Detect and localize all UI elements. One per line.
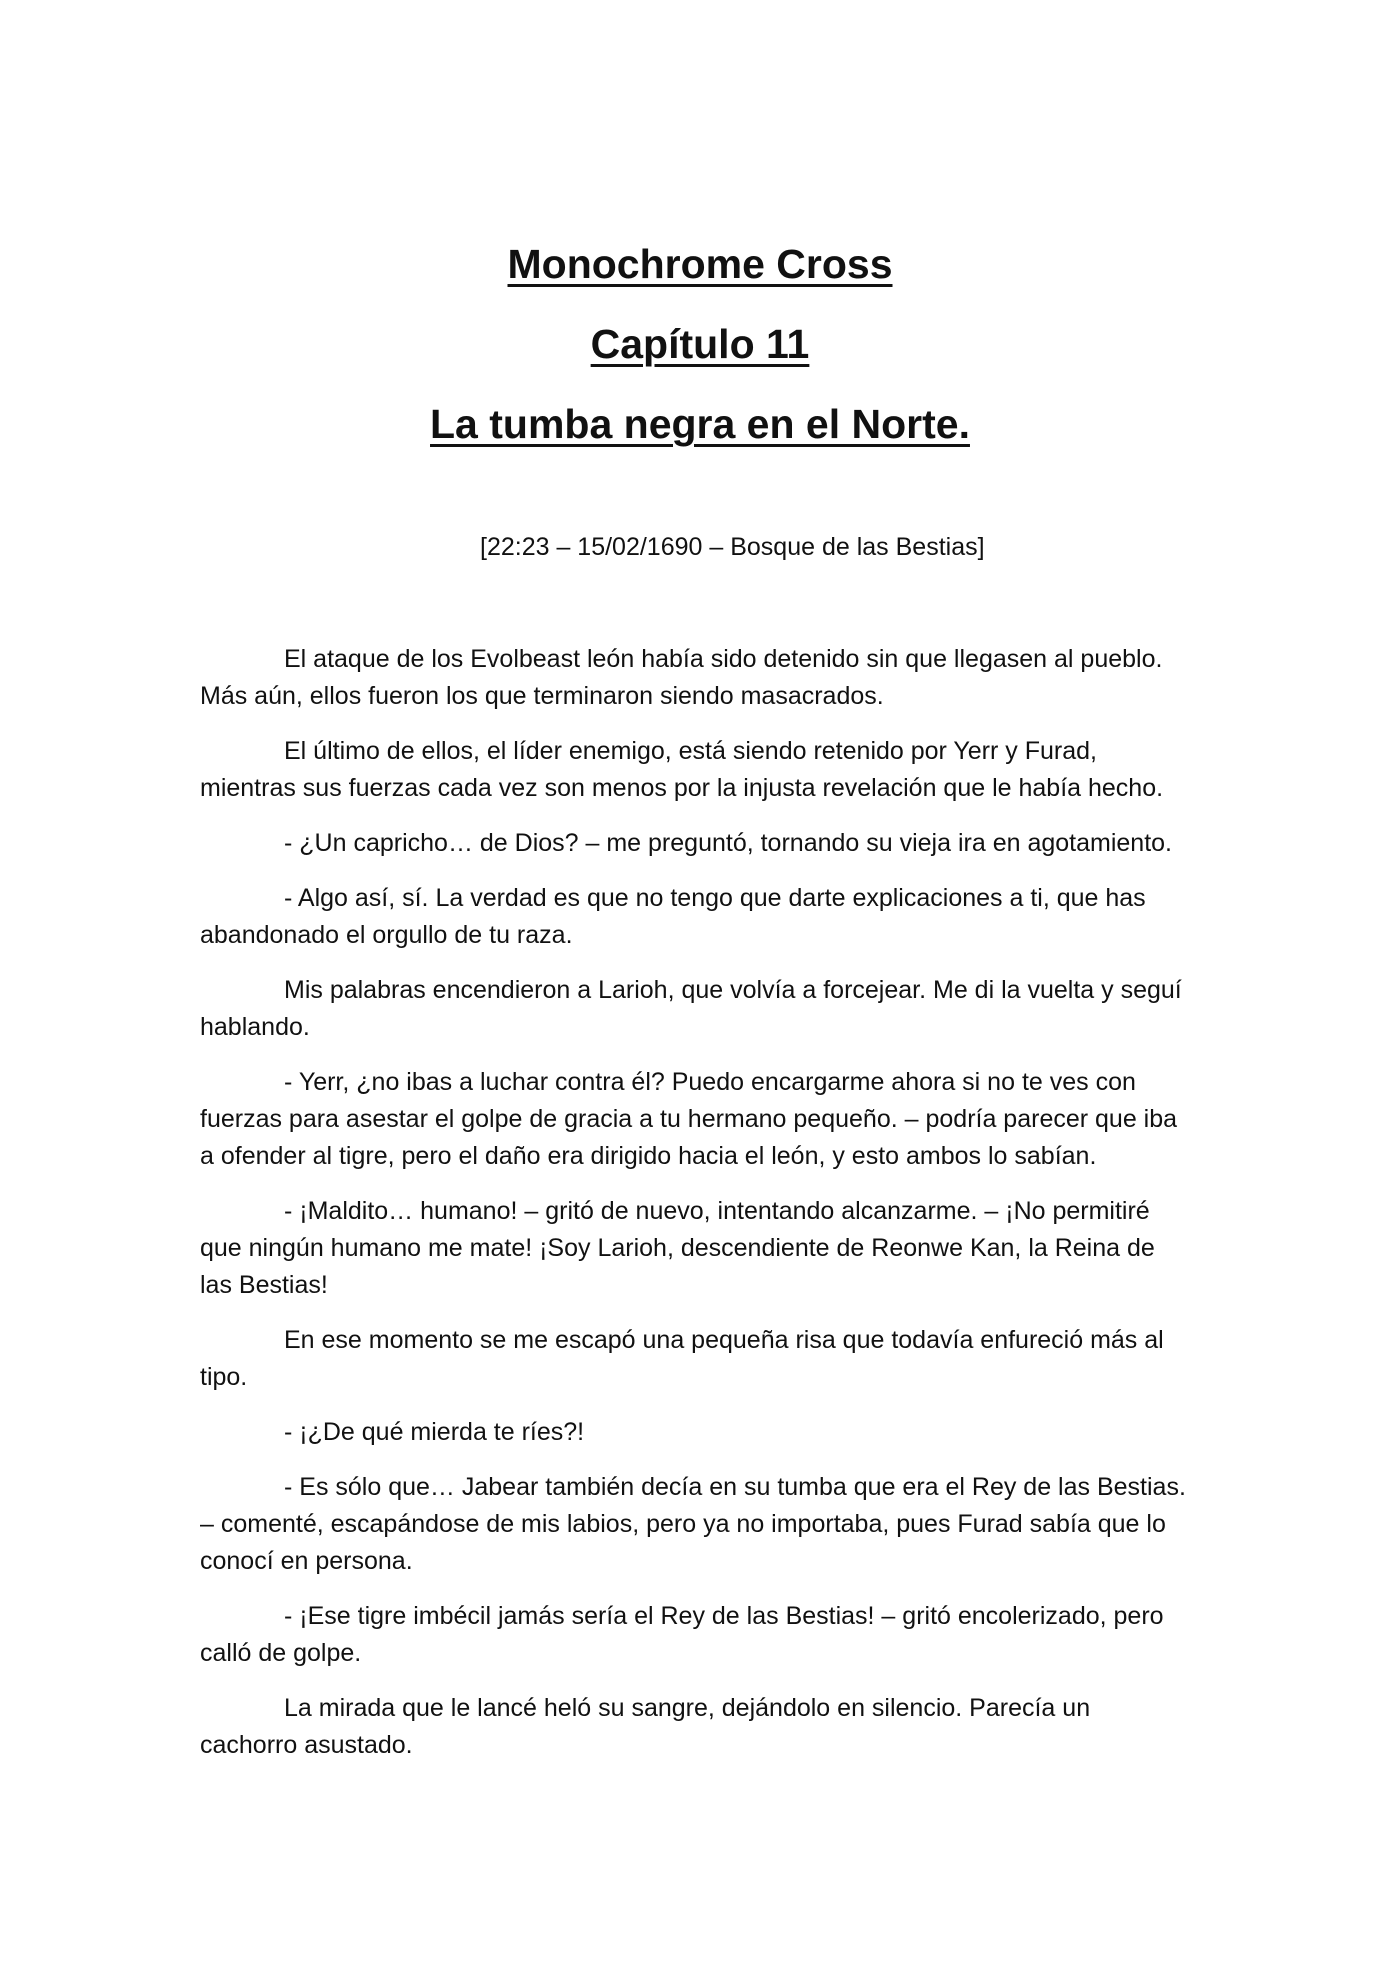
paragraph: Mis palabras encendieron a Larioh, que volvía a forcejear. Me di la vuelta y seguí hablando. [200,976,1182,1041]
paragraph: El último de ellos, el líder enemigo, está siendo retenido por Yerr y Furad, mientras sus fuerzas cada vez son menos por la injusta revelación que le había hecho. [200,737,1164,802]
body-text [200,641,1190,1782]
title-block [0,224,1400,464]
paragraph: El ataque de los Evolbeast león había sido detenido sin que llegasen al pueblo. Más aún, ellos fueron los que terminaron siendo masacrados. [200,645,1163,710]
paragraph-split-line2: tipo. [200,1363,248,1391]
paragraph: - Yerr, ¿no ibas a luchar contra él? Puedo encargarme ahora si no te ves con fuerzas para asestar el golpe de gracia a tu hermano pequeño. – podría parecer que iba a ofender al tigre, pero el daño era dirigido hacia el león, y esto ambos lo sabían. [200,1068,1178,1170]
book-title: Monochrome Cross [507,241,893,287]
chapter-number: Capítulo 11 [590,321,810,367]
paragraph: - Algo así, sí. La verdad es que no tengo que darte explicaciones a ti, que has abandonado el orgullo de tu raza. [200,884,1146,949]
paragraph: - ¡Ese tigre imbécil jamás sería el Rey de las Bestias! – gritó encolerizado, pero calló de golpe. [200,1602,1164,1667]
paragraph: - Es sólo que… Jabear también decía en su tumba que era el Rey de las Bestias. – comenté, escapándose de mis labios, pero ya no importaba, pues Furad sabía que lo conocí en persona. [200,1473,1186,1575]
paragraph: - ¿Un capricho… de Dios? – me preguntó, tornando su vieja ira en agotamiento. [284,829,1172,857]
paragraph: - ¡Maldito… humano! – gritó de nuevo, intentando alcanzarme. – ¡No permitiré que ningún humano me mate! ¡Soy Larioh, descendiente de Reonwe Kan, la Reina de las Bestias! [200,1197,1155,1299]
chapter-title: La tumba negra en el Norte. [430,401,970,447]
scene-header: [22:23 – 15/02/1690 – Bosque de las Bestias] [480,533,985,561]
paragraph-split-line1: En ese momento se me escapó una pequeña risa que todavía enfureció más al [284,1326,1164,1354]
paragraph: La mirada que le lancé heló su sangre, dejándolo en silencio. Parecía un cachorro asustado. [200,1694,1091,1759]
paragraph: - ¡¿De qué mierda te ríes?! [284,1418,585,1446]
paragraph-split [200,1322,1190,1396]
